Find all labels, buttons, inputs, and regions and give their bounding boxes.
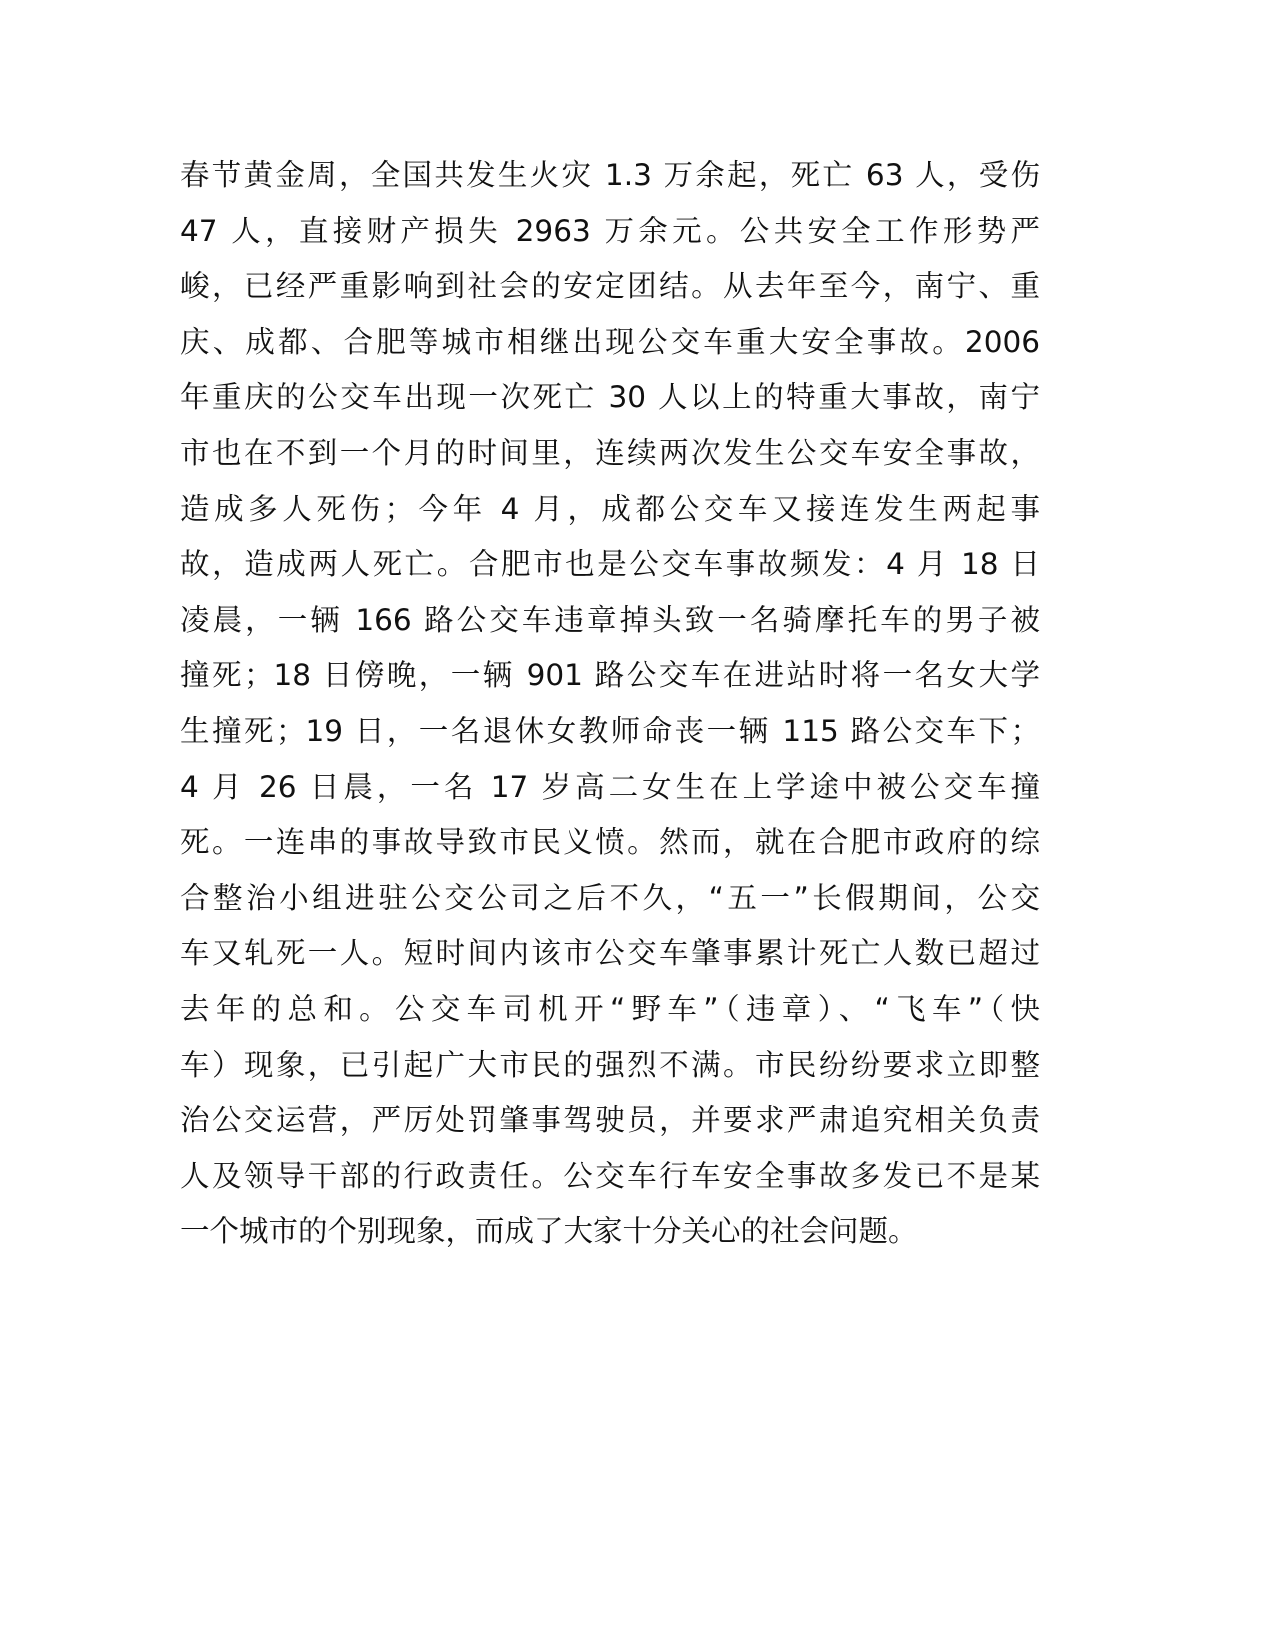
paragraph-line: 4 月 26 日晨，一名 17 岁高二女生在上学途中被公交车撞 (180, 769, 1040, 804)
paragraph-line: 市也在不到一个月的时间里，连续两次发生公交车安全事故， (180, 435, 1040, 470)
paragraph-line: 合整治小组进驻公交公司之后不久，“五一”长假期间，公交 (180, 880, 1040, 915)
paragraph-line: 故，造成两人死亡。合肥市也是公交车事故频发：4 月 18 日 (180, 547, 1040, 582)
paragraph-line: 车又轧死一人。短时间内该市公交车肇事累计死亡人数已超过 (180, 936, 1040, 971)
paragraph-line: 春节黄金周，全国共发生火灾 1.3 万余起，死亡 63 人，受伤 (180, 158, 1040, 192)
paragraph-line: 庆、成都、合肥等城市相继出现公交车重大安全事故。2006 (180, 324, 1040, 359)
paragraph-line: 人及领导干部的行政责任。公交车行车安全事故多发已不是某 (180, 1158, 1040, 1193)
paragraph-line: 47 人，直接财产损失 2963 万余元。公共安全工作形势严 (180, 213, 1040, 248)
paragraph-line: 治公交运营，严厉处罚肇事驾驶员，并要求严肃追究相关负责 (180, 1103, 1040, 1138)
paragraph-line: 凌晨，一辆 166 路公交车违章掉头致一名骑摩托车的男子被 (180, 602, 1040, 637)
paragraph-line: 一个城市的个别现象，而成了大家十分关心的社会问题。 (180, 1214, 918, 1249)
paragraph-line: 撞死；18 日傍晚，一辆 901 路公交车在进站时将一名女大学 (180, 658, 1040, 693)
paragraph-line: 去年的总和。公交车司机开“野车”（违章）、“飞车”（快 (180, 991, 1040, 1026)
paragraph-line: 生撞死；19 日，一名退休女教师命丧一辆 115 路公交车下； (180, 713, 1040, 748)
body-paragraph (180, 148, 1040, 1260)
paragraph-line: 峻，已经严重影响到社会的安定团结。从去年至今，南宁、重 (180, 269, 1040, 304)
paragraph-line: 车）现象，已引起广大市民的强烈不满。市民纷纷要求立即整 (180, 1047, 1040, 1082)
paragraph-line: 死。一连串的事故导致市民义愤。然而，就在合肥市政府的综 (180, 825, 1040, 860)
paragraph-line: 年重庆的公交车出现一次死亡 30 人以上的特重大事故，南宁 (180, 380, 1040, 415)
paragraph-line: 造成多人死伤；今年 4 月，成都公交车又接连发生两起事 (180, 491, 1040, 526)
